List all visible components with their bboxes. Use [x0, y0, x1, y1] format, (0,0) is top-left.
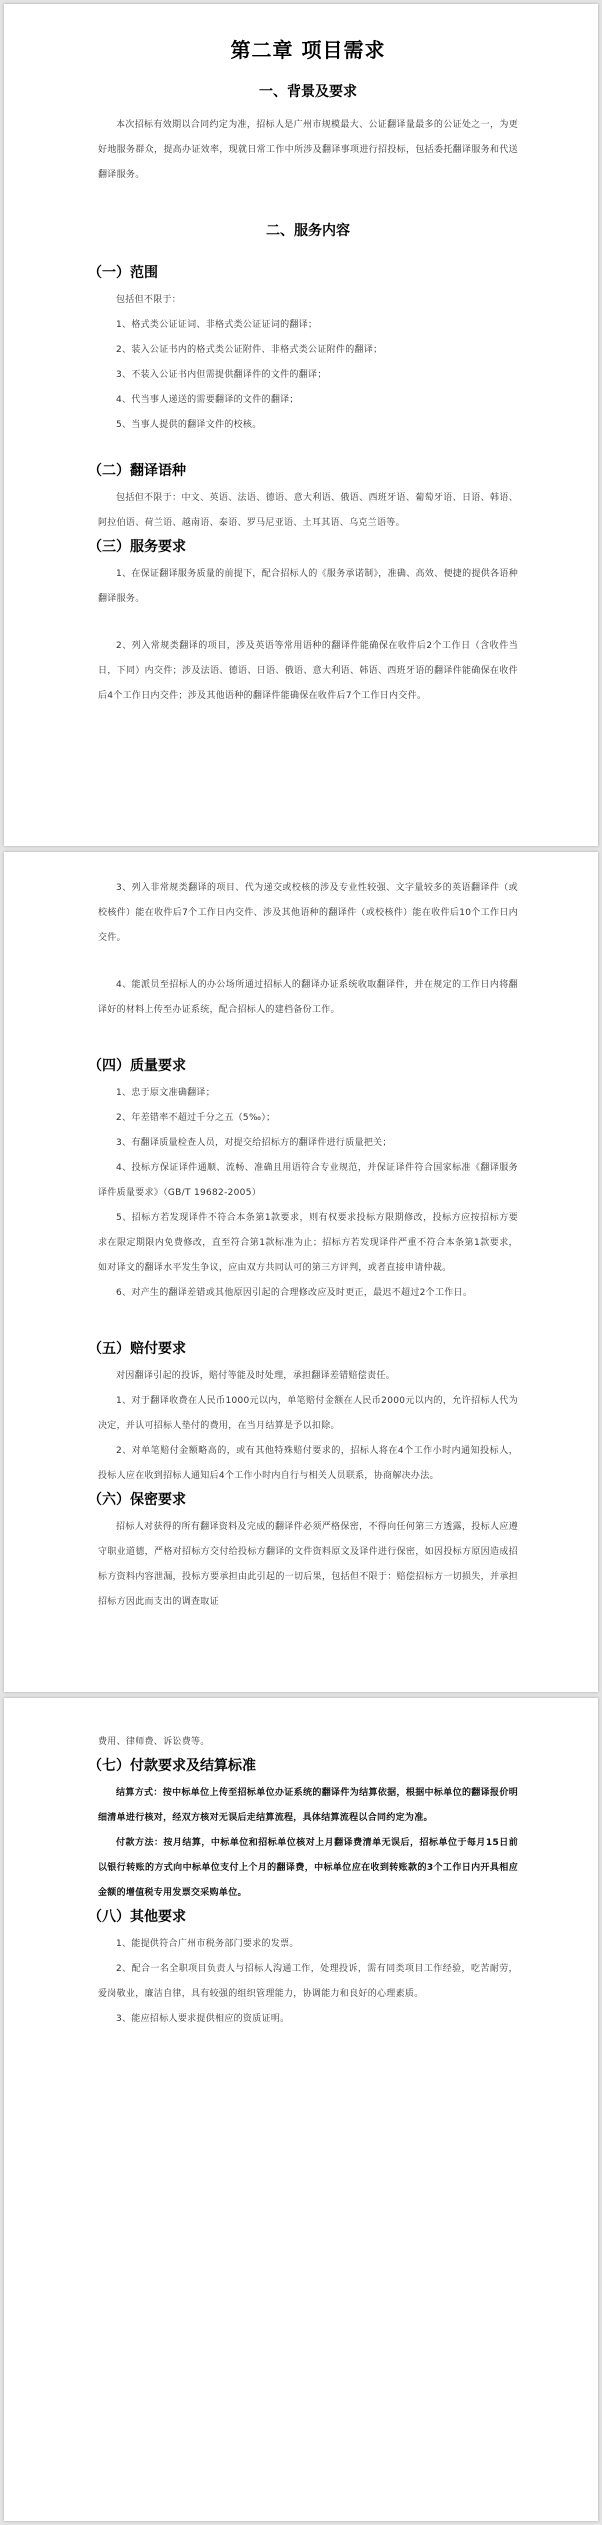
- scope-item: 1、格式类公证证词、非格式类公证证词的翻译；: [116, 320, 318, 330]
- requirement-item: 3、列入非常规类翻译的项目、代为递交或校核的涉及专业性较强、文字量较多的英语翻译件（或校核件）能在收件后7个工作日内交件、涉及其他语种的翻译件（或校核件）能在收件后10个工作日内交件。: [98, 883, 518, 943]
- section-title-background: 一、背景及要求: [259, 84, 357, 100]
- other-item: 3、能应招标人要求提供相应的资质证明。: [116, 2014, 290, 2024]
- subsection-title-service-requirements: （三）服务要求: [88, 539, 186, 555]
- scope-item: 2、装入公证书内的格式类公证附件、非格式类公证附件的翻译；: [116, 345, 383, 355]
- confidentiality-paragraph: 招标人对获得的所有翻译资料及完成的翻译件必须严格保密，不得向任何第三方透露，投标人应遵守职业道德，严格对招标方交付给投标方翻译的文件资料原文及译件进行保密，如因投标方原因造成招标方资料内容泄漏，投标方要承担由此引起的一切后果，包括但不限于：赔偿招标方一切损失，并承担招标方因此而支出的调查取证: [98, 1522, 518, 1607]
- payment-settlement-method: 结算方式：按中标单位上传至招标单位办证系统的翻译件为结算依据，根据中标单位的翻译报价明细清单进行核对，经双方核对无误后走结算流程，具体结算流程以合同约定为准。: [98, 1788, 518, 1823]
- subsection-title-other: （八）其他要求: [88, 1909, 186, 1925]
- payment-method: 付款方法：按月结算，中标单位和招标单位核对上月翻译费清单无误后，招标单位于每月15日前以银行转账的方式向中标单位支付上个月的翻译费，中标单位应在收到转账款的3个工作日内开具相应金额的增值税专用发票交采购单位。: [98, 1838, 518, 1898]
- quality-item: 4、投标方保证译件通顺、流畅、准确且用语符合专业规范，并保证译件符合国家标准《翻译服务译件质量要求》（GB/T 19682-2005）: [98, 1163, 518, 1198]
- scope-item: 3、不装入公证书内但需提供翻译件的文件的翻译；: [116, 370, 327, 380]
- document-page-2: [4, 852, 598, 1692]
- compensation-item: 1、对于翻译收费在人民币1000元以内，单笔赔付金额在人民币2000元以内的，允许招标人代为决定，并认可招标人垫付的费用，在当月结算是予以扣除。: [98, 1396, 518, 1431]
- scope-item: 5、当事人提供的翻译文件的校核。: [116, 420, 262, 430]
- scope-intro: 包括但不限于：: [116, 295, 182, 305]
- confidentiality-continuation: 费用、律师费、诉讼费等。: [98, 1737, 210, 1747]
- languages-paragraph: 包括但不限于：中文、英语、法语、德语、意大利语、俄语、西班牙语、葡萄牙语、日语、韩语、阿拉伯语、荷兰语、越南语、泰语、罗马尼亚语、土耳其语、乌克兰语等。: [98, 493, 518, 528]
- compensation-intro: 对因翻译引起的投诉，赔付等能及时处理，承担翻译差错赔偿责任。: [116, 1371, 396, 1381]
- requirement-item: 2、列入常规类翻译的项目，涉及英语等常用语种的翻译件能确保在收件后2个工作日（含收件当日，下同）内交件；涉及法语、德语、日语、俄语、意大利语、韩语、西班牙语的翻译件能确保在收件后4个工作日内交件；涉及其他语种的翻译件能确保在收件后7个工作日内交件。: [98, 641, 518, 701]
- chapter-title: 第二章 项目需求: [230, 38, 386, 62]
- subsection-title-compensation: （五）赔付要求: [88, 1341, 186, 1357]
- subsection-title-confidentiality: （六）保密要求: [88, 1492, 186, 1508]
- document-page-1: [4, 4, 598, 846]
- quality-item: 5、招标方若发现译件不符合本条第1款要求，则有权要求投标方限期修改，投标方应按招标方要求在限定期限内免费修改，直至符合第1款标准为止；招标方若发现译件严重不符合本条第1款要求，如对译文的翻译水平发生争议，应由双方共同认可的第三方评判，或者直接申请仲裁。: [98, 1213, 518, 1273]
- subsection-title-payment: （七）付款要求及结算标准: [88, 1758, 256, 1774]
- document-page-3: [4, 1698, 598, 2521]
- subsection-title-quality: （四）质量要求: [88, 1058, 186, 1074]
- subsection-title-languages: （二）翻译语种: [88, 463, 186, 479]
- section-title-service: 二、服务内容: [266, 223, 350, 239]
- scope-item: 4、代当事人递送的需要翻译的文件的翻译；: [116, 395, 299, 405]
- quality-item: 6、对产生的翻译差错或其他原因引起的合理修改应及时更正，最迟不超过2个工作日。: [116, 1288, 473, 1298]
- quality-item: 2、年差错率不超过千分之五（5‰）；: [116, 1113, 276, 1123]
- other-item: 1、能提供符合广州市税务部门要求的发票。: [116, 1939, 299, 1949]
- background-paragraph: 本次招标有效期以合同约定为准，招标人是广州市规模最大、公证翻译量最多的公证处之一，为更好地服务群众，提高办证效率，现就日常工作中所涉及翻译事项进行招投标，包括委托翻译服务和代送翻译服务。: [98, 120, 518, 180]
- other-item: 2、配合一名全职项目负责人与招标人沟通工作，处理投诉，需有同类项目工作经验，吃苦耐劳，爱岗敬业，廉洁自律，具有较强的组织管理能力，协调能力和良好的心理素质。: [98, 1964, 518, 1999]
- requirement-item: 4、能派员至招标人的办公场所通过招标人的翻译办证系统收取翻译件，并在规定的工作日内将翻译好的材料上传至办证系统，配合招标人的建档备份工作。: [98, 980, 518, 1015]
- quality-item: 1、忠于原文准确翻译；: [116, 1088, 216, 1098]
- requirement-item: 1、在保证翻译服务质量的前提下，配合招标人的《服务承诺制》，准确、高效、便捷的提供各语种翻译服务。: [98, 569, 518, 604]
- subsection-title-scope: （一）范围: [88, 265, 158, 281]
- quality-item: 3、有翻译质量检查人员，对提交给招标方的翻译件进行质量把关；: [116, 1138, 392, 1148]
- compensation-item: 2、对单笔赔付金额略高的，或有其他特殊赔付要求的，招标人将在4个工作小时内通知投标人，投标人应在收到招标人通知后4个工作小时内自行与相关人员联系，协商解决办法。: [98, 1446, 518, 1481]
